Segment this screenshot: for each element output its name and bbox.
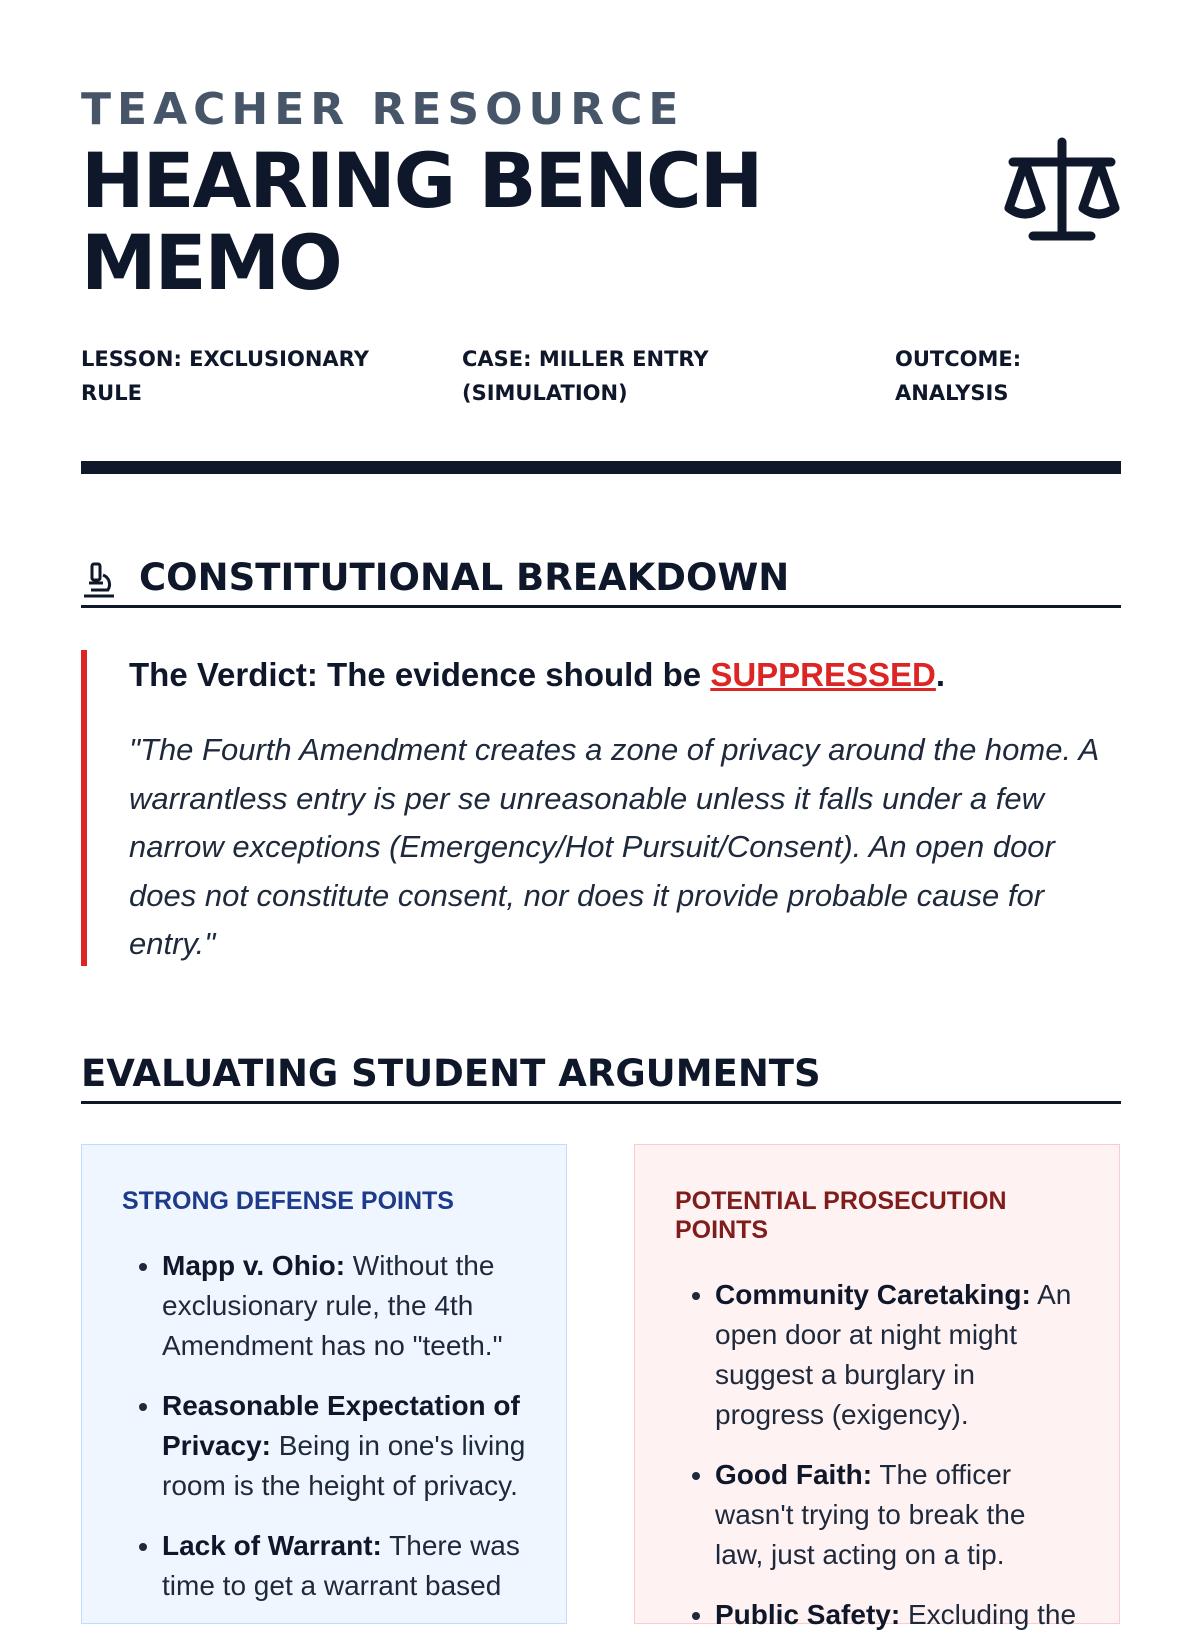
prosecution-points-card xyxy=(634,1144,1120,1630)
list-item xyxy=(715,1455,1079,1575)
section-heading-arguments: EVALUATING STUDENT ARGUMENTS xyxy=(81,1052,1121,1104)
term: Community Caretaking: xyxy=(715,1279,1031,1310)
section-heading-breakdown xyxy=(81,556,1121,608)
list-item xyxy=(162,1246,526,1366)
list-item xyxy=(715,1595,1079,1635)
desc: An open door at night might suggest a burglary in progress (exigency). xyxy=(715,1279,1072,1430)
desc: Without the exclusionary rule, the 4th Amendment has no "teeth." xyxy=(162,1250,503,1361)
list-item xyxy=(162,1526,526,1606)
page-title: HEARING BENCH MEMO xyxy=(81,136,762,307)
term: Good Faith: xyxy=(715,1459,873,1490)
kicker: TEACHER RESOURCE xyxy=(81,84,685,135)
verdict-quote: "The Fourth Amendment creates a zone of privacy around the home. A warrantless entry is per se unreasonable unless it falls under a few narrow exceptions (Emergency/Hot Pursuit/Consent). An open door does not constitute consent, nor does it provide probable cause for entry." xyxy=(129,732,1099,961)
header-divider xyxy=(81,461,1121,474)
verdict-suffix: . xyxy=(935,656,946,693)
outcome-label: OUTCOME: ANALYSIS xyxy=(895,347,1022,405)
prosecution-title: POTENTIAL PROSECUTION POINTS xyxy=(675,1187,1007,1244)
desc: Being in one's living room is the height of privacy. xyxy=(162,1430,526,1501)
verdict-word: SUPPRESSED xyxy=(710,656,936,693)
term: Reasonable Expectation of Privacy: xyxy=(162,1390,520,1461)
list-item xyxy=(715,1275,1079,1435)
desc: The officer wasn't trying to break the law, just acting on a tip. xyxy=(715,1459,1026,1570)
term: Lack of Warrant: xyxy=(162,1530,382,1561)
defense-title: STRONG DEFENSE POINTS xyxy=(122,1187,454,1215)
verdict-prefix: The Verdict: The evidence should be xyxy=(129,656,711,693)
breakdown-heading-text: CONSTITUTIONAL BREAKDOWN xyxy=(139,556,790,599)
term: Public Safety: xyxy=(715,1599,901,1630)
lesson-label: LESSON: EXCLUSIONARY RULE xyxy=(81,347,369,405)
scales-of-justice-icon xyxy=(1003,136,1121,246)
desc: Excluding the xyxy=(900,1599,1077,1630)
term: Mapp v. Ohio: xyxy=(162,1250,346,1281)
desc: There was time to get a warrant based xyxy=(162,1530,520,1601)
case-label: CASE: MILLER ENTRY (SIMULATION) xyxy=(462,347,709,405)
defense-points-card xyxy=(81,1144,567,1624)
verdict-callout xyxy=(81,650,1127,966)
list-item xyxy=(162,1386,526,1506)
verdict-line xyxy=(129,656,945,694)
microscope-icon xyxy=(81,561,117,599)
